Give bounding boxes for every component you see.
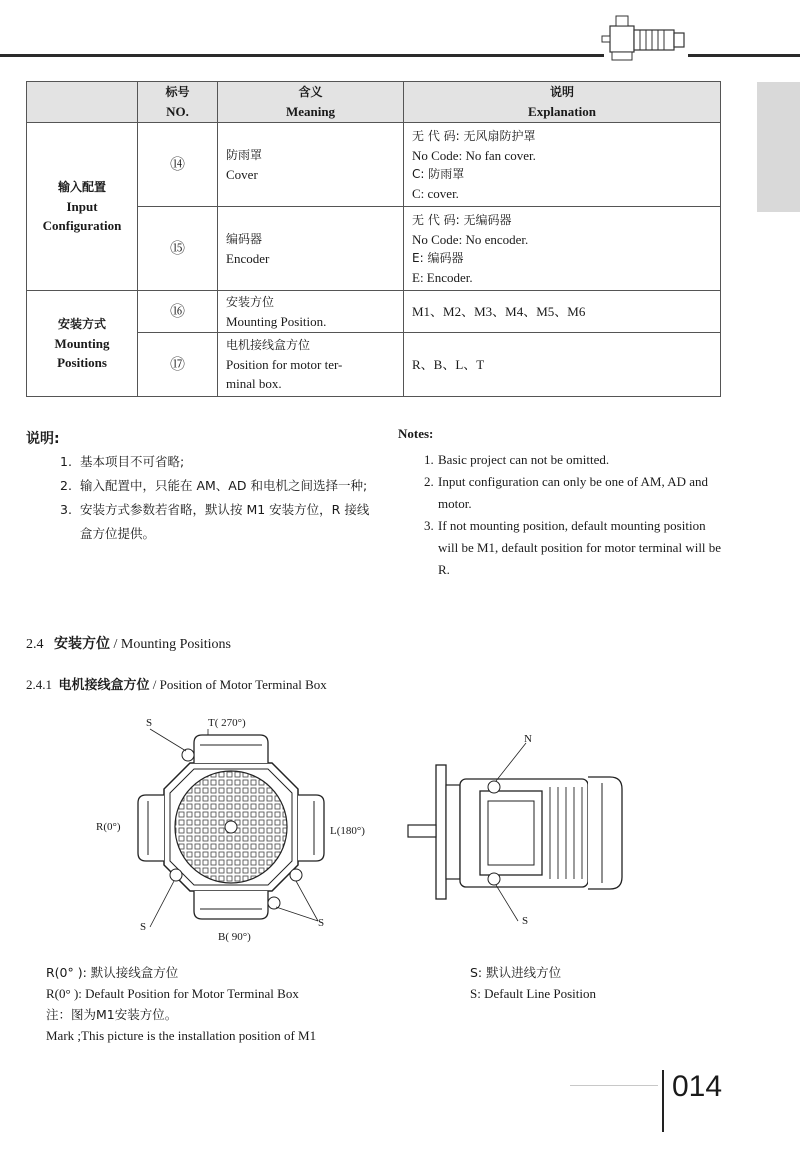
header-rule-right [688,54,800,57]
notes-cn-title: 说明: [26,431,60,447]
terminal-box-diagram [90,715,710,955]
s-label-side: S [522,915,529,927]
row-number: ⑮ [138,207,218,291]
s-label-bottom-left: S [140,921,147,933]
list-item: 3. 安装方式参数若省略，默认按 M1 安装方位，R 接线盒方位提供。 [60,502,370,541]
row-number: ⑭ [138,123,218,207]
header-meaning: 含义 Meaning [218,82,404,123]
b-label: B( 90°) [218,931,251,943]
section-heading-2-4-1: 2.4.1 电机接线盒方位 / Position of Motor Terminal Box [26,677,327,693]
row-explanation: R、B、L、T [404,333,721,397]
table-header-row [27,82,721,123]
list-item: 2. Input configuration can only be one of AM, AD and motor. [424,474,709,511]
footer-bar [662,1070,664,1132]
list-item: 3. If not mounting position, default mounting position will be M1, default position for motor terminal will be R. [424,518,722,577]
list-item: 1. Basic project can not be omitted. [424,452,610,467]
page-number: 014 [672,1070,723,1103]
category-mounting-positions: 安装方式 Mounting Positions [27,291,138,397]
gear-motor-icon [600,8,690,68]
legend-left: R(0° ): 默认接线盒方位 R(0° ): Default Position for Motor Terminal Box 注：图为M1安装方位。 Mark ;This picture is the installation position of M1 [46,965,317,1043]
side-tab [757,82,800,212]
row-explanation: 无 代 码: 无风扇防护罩 No Code: No fan cover. C: 防雨罩 C: cover. [404,123,721,207]
table-row [27,291,721,333]
s-label-top: S [146,717,153,729]
spec-table [26,81,721,397]
l-label: L(180°) [330,825,365,837]
row-meaning: 安装方位 Mounting Position. [218,291,404,333]
n-label: N [524,733,532,745]
notes-en-title: Notes: [398,426,434,441]
notes-cn-list [60,450,370,546]
row-explanation: M1、M2、M3、M4、M5、M6 [404,291,721,333]
notes-en-list [424,449,724,581]
row-meaning: 电机接线盒方位 Position for motor ter- minal box. [218,333,404,397]
t-label: T( 270°) [208,717,246,729]
header-blank [27,82,138,123]
row-explanation: 无 代 码: 无编码器 No Code: No encoder. E: 编码器 E: Encoder. [404,207,721,291]
table-row [27,123,721,207]
row-meaning: 编码器 Encoder [218,207,404,291]
list-item: 2. 输入配置中，只能在 AM、AD 和电机之间选择一种; [60,478,368,493]
s-label-bottom-right: S [318,917,325,929]
header-rule [0,54,604,57]
footer-rule [570,1085,658,1086]
list-item: 1. 基本项目不可省略; [60,454,185,469]
motor-front-view [90,715,710,955]
legend-right: S: 默认进线方位 S: Default Line Position [470,965,597,1001]
r-label: R(0°) [96,821,121,833]
row-number: ⑯ [138,291,218,333]
category-input-configuration: 输入配置 Input Configuration [27,123,138,291]
header-explanation: 说明 Explanation [404,82,721,123]
row-number: ⑰ [138,333,218,397]
section-heading-2-4: 2.4 安装方位 / Mounting Positions [26,636,231,652]
header-no: 标号 NO. [138,82,218,123]
row-meaning: 防雨罩 Cover [218,123,404,207]
